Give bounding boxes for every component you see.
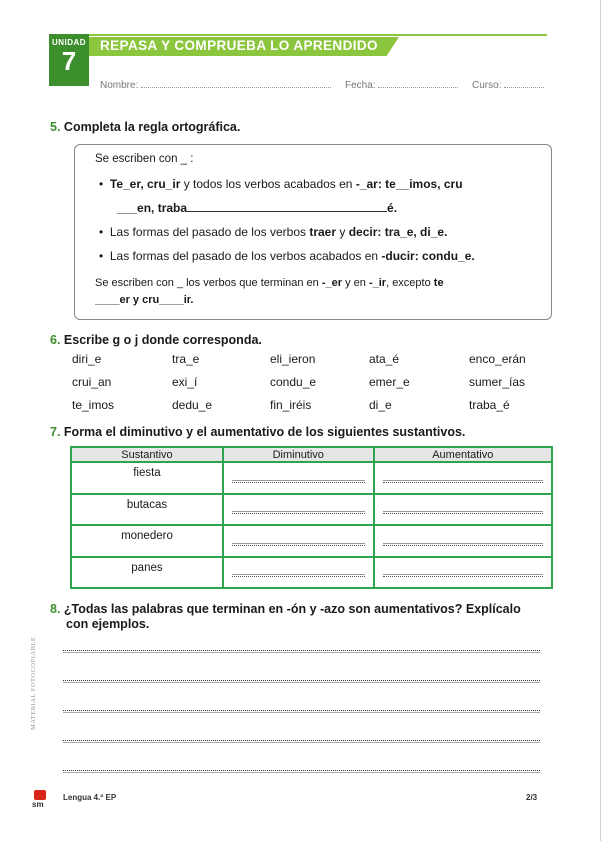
column-header: Aumentativo (374, 447, 552, 462)
answer-line[interactable] (63, 740, 540, 741)
word-item[interactable]: condu_e (270, 375, 317, 389)
word-item[interactable]: di_e (369, 398, 392, 412)
word-item[interactable]: dedu_e (172, 398, 213, 412)
column-header: Sustantivo (71, 447, 223, 462)
course-label: Curso: (472, 80, 502, 91)
augmentative-answer[interactable] (374, 525, 552, 557)
page-title: REPASA Y COMPRUEBA LO APRENDIDO (100, 38, 378, 53)
rule-text: traer (309, 225, 337, 239)
rule-text: -_ir (368, 277, 387, 289)
bullet-1: • Te_er, cru_ir y todos los verbos acabados en -_ar: te__imos, cru (99, 177, 463, 191)
table-row (71, 557, 552, 589)
noun-cell: butacas (71, 494, 223, 526)
question-text: Completa la regla ortográfica. (63, 120, 241, 134)
rule-text: y (336, 225, 349, 239)
table-row (71, 462, 552, 494)
date-label: Fecha: (345, 80, 376, 91)
word-item[interactable]: diri_e (72, 352, 102, 366)
rule-text: Se escriben con _ los verbos que terminan en (95, 277, 322, 289)
course-field[interactable] (472, 80, 544, 91)
rule-text: -_ar: te__imos, cru (355, 177, 463, 191)
question-number: 7. (50, 425, 61, 439)
rule-text: -ducir: condu_e. (381, 249, 475, 263)
diminutive-answer[interactable] (223, 557, 374, 589)
unit-number: 7 (61, 46, 77, 76)
rule-text: Las formas del pasado de los verbos acabados en (109, 249, 382, 263)
noun-cell: monedero (71, 525, 223, 557)
unit-badge (49, 34, 89, 86)
rule-text: ____er y cru____ir. (95, 294, 194, 306)
rule-final (95, 277, 444, 289)
rule-final-cont (95, 294, 193, 306)
sm-logo-icon (34, 790, 46, 800)
table-row (71, 525, 552, 557)
diminutive-answer[interactable] (223, 525, 374, 557)
header-rule (89, 34, 547, 36)
question-7-title (50, 425, 465, 439)
answer-line[interactable] (63, 650, 540, 651)
augmentative-answer[interactable] (374, 494, 552, 526)
logo-text: sm (32, 800, 44, 809)
answer-line[interactable] (63, 770, 540, 771)
word-item[interactable]: crui_an (72, 375, 112, 389)
name-label: Nombre: (100, 80, 139, 91)
question-text: ¿Todas las palabras que terminan en -ón y -azo son aumentativos? Explícalo (63, 602, 521, 616)
rule-text: Te_er, cru_ir (109, 177, 181, 191)
word-item[interactable]: traba_é (469, 398, 510, 412)
course-line[interactable] (504, 80, 544, 88)
rule-intro: Se escriben con _ : (95, 153, 194, 165)
word-item[interactable]: te_imos (72, 398, 115, 412)
question-number: 5. (50, 120, 61, 134)
question-6-title (50, 333, 262, 347)
answer-line[interactable] (63, 680, 540, 681)
unit-label: UNIDAD (51, 38, 87, 47)
footer-subject: Lengua 4.º EP (63, 793, 117, 802)
word-item[interactable]: emer_e (369, 375, 410, 389)
answer-line[interactable] (63, 710, 540, 711)
question-8-title (50, 602, 550, 632)
question-text: Forma el diminutivo y el aumentativo de los siguientes sustantivos. (63, 425, 466, 439)
word-item[interactable]: enco_erán (469, 352, 526, 366)
noun-cell: fiesta (71, 462, 223, 494)
rule-text: é. (387, 201, 398, 215)
column-header: Diminutivo (223, 447, 374, 462)
word-item[interactable]: ata_é (369, 352, 400, 366)
diminutive-answer[interactable] (223, 494, 374, 526)
rule-text: y en (342, 277, 369, 289)
name-field[interactable] (100, 80, 331, 91)
table-row (71, 494, 552, 526)
word-item[interactable]: sumer_ías (469, 375, 526, 389)
rule-text: , excepto (386, 277, 434, 289)
question-text: Escribe g o j donde corresponda. (63, 333, 262, 347)
word-forms-table (70, 446, 553, 589)
question-number: 8. (50, 602, 61, 616)
word-item[interactable]: tra_e (172, 352, 200, 366)
word-item[interactable]: exi_í (172, 375, 198, 389)
date-line[interactable] (378, 80, 458, 88)
diminutive-answer[interactable] (223, 462, 374, 494)
word-item[interactable]: fin_iréis (270, 398, 312, 412)
rule-text: decir: tra_e, di_e. (348, 225, 448, 239)
rule-text: te (433, 277, 444, 289)
rule-text: -_er (321, 277, 343, 289)
bullet-3: • Las formas del pasado de los verbos acabados en -ducir: condu_e. (99, 249, 475, 263)
bullet-1-cont (117, 201, 397, 215)
augmentative-answer[interactable] (374, 557, 552, 589)
rule-text: y todos los verbos acabados en (180, 177, 356, 191)
photocopy-notice: MATERIAL FOTOCOPIABLE (30, 636, 37, 730)
question-text: con ejemplos. (66, 617, 150, 631)
bullet-2: • Las formas del pasado de los verbos traer y decir: tra_e, di_e. (99, 225, 448, 239)
question-5-title (50, 120, 240, 134)
question-number: 6. (50, 333, 61, 347)
name-line[interactable] (141, 80, 331, 88)
rule-text: Las formas del pasado de los verbos (109, 225, 310, 239)
date-field[interactable] (345, 80, 458, 91)
noun-cell: panes (71, 557, 223, 589)
page-number: 2/3 (526, 793, 538, 802)
answer-blank[interactable] (187, 202, 387, 212)
word-item[interactable]: eli_ieron (270, 352, 316, 366)
rule-text: ___en, traba (117, 201, 188, 215)
rule-box (74, 144, 552, 320)
augmentative-answer[interactable] (374, 462, 552, 494)
